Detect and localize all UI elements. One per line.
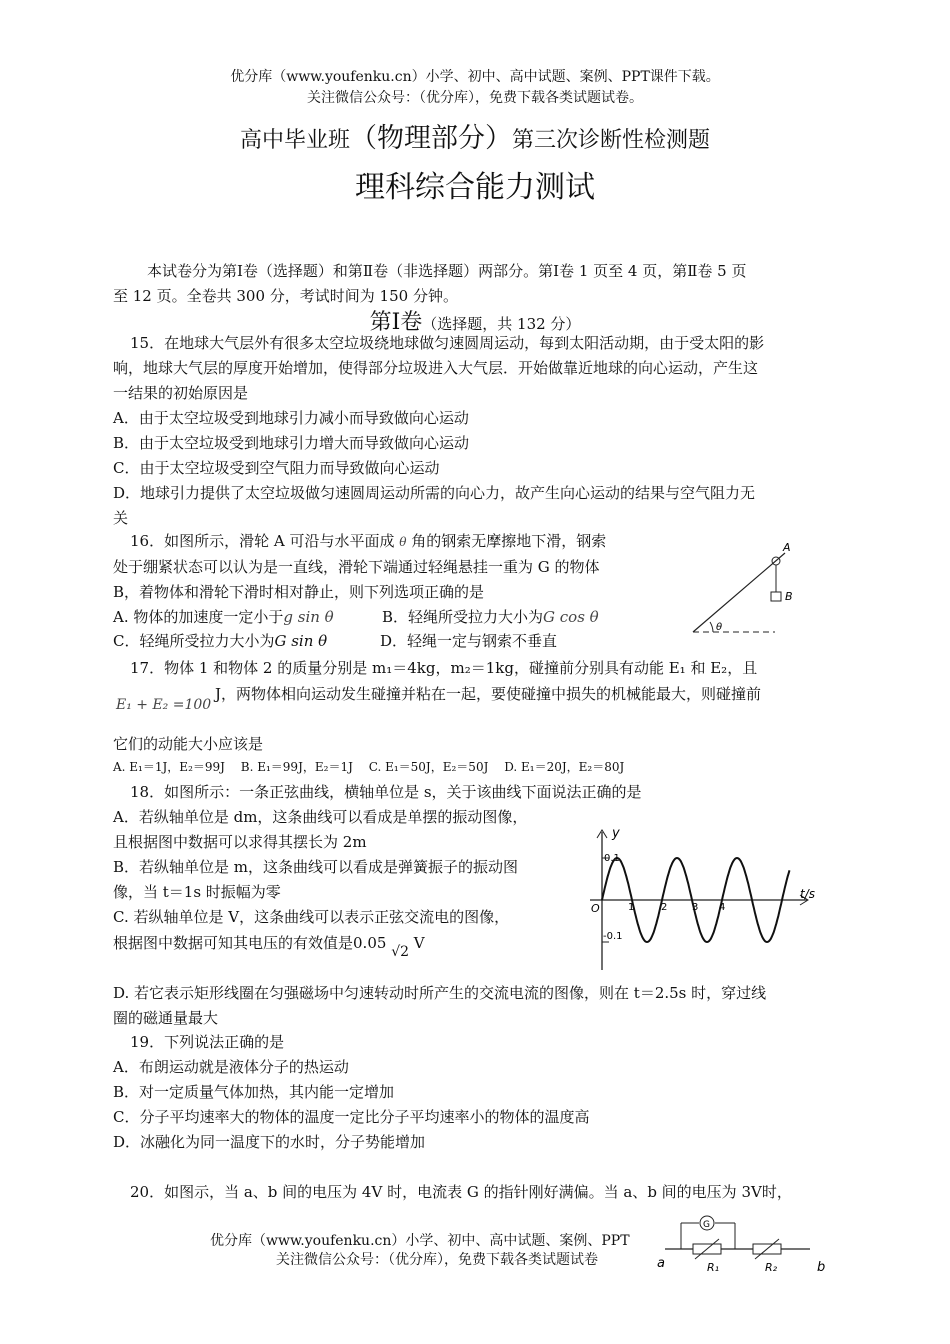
q19-option-c: C．分子平均速率大的物体的温度一定比分子平均速率小的物体的温度高 — [113, 1108, 590, 1126]
q16-option-c-math: G sin θ — [274, 632, 328, 650]
q16-line-1a: 16．如图所示，滑轮 A 可沿与水平面成 — [130, 532, 395, 550]
q15-option-b: B．由于太空垃圾受到地球引力增大而导致做向心运动 — [113, 434, 470, 452]
footer-line-2: 关注微信公众号：（优分库），免费下载各类试题试卷 — [276, 1252, 598, 1268]
terminal-a-label: a — [657, 1256, 665, 1271]
q16-option-c-text: C．轻绳所受拉力大小为 — [113, 632, 275, 650]
q17-line-2: J，两物体相向运动发生碰撞并粘在一起，要使碰撞中损失的机械能最大，则碰撞前 — [215, 685, 762, 703]
q15-option-d-line-1: D．地球引力提供了太空垃圾做匀速圆周运动所需的向心力，故产生向心运动的结果与空气阻力无 — [113, 484, 756, 502]
q17-line-3: 它们的动能大小应该是 — [113, 735, 264, 753]
q19-option-a: A．布朗运动就是液体分子的热运动 — [113, 1058, 349, 1076]
q18-option-a-line-2: 且根据图中数据可以求得其摆长为 2m — [113, 833, 367, 851]
x-tick-label-3: 3 — [692, 902, 699, 913]
q18-unit: V — [413, 934, 425, 952]
x-axis-label: t/s — [800, 887, 815, 901]
q16-option-a-text: A. 物体的加速度一定小于 — [113, 608, 284, 626]
q16-line-1 — [130, 530, 606, 551]
label-a: A — [783, 541, 791, 554]
label-b: B — [785, 590, 793, 603]
q18-option-a-line-1: A．若纵轴单位是 dm，这条曲线可以看成是单摆的振动图像， — [113, 808, 528, 826]
intro-line-1: 本试卷分为第Ⅰ卷（选择题）和第Ⅱ卷（非选择题）两部分。第Ⅰ卷 1 页至 4 页，第Ⅱ卷 5 页 — [147, 262, 747, 280]
q20-line-1: 20．如图示，当 a、b 间的电压为 4V 时，电流表 G 的指针刚好满偏。当 a、b 间的电压为 3V时， — [130, 1183, 792, 1201]
q19-option-b: B．对一定质量气体加热，其内能一定增加 — [113, 1083, 395, 1101]
q18-option-b-line-1: B．若纵轴单位是 m，这条曲线可以看成是弹簧振子的振动图 — [113, 858, 519, 876]
x-tick-label-4: 4 — [719, 902, 726, 913]
y-max-label: 0.1 — [604, 853, 620, 864]
label-theta: θ — [716, 622, 723, 633]
q15-line-2: 响，地球大气层的厚度开始增加，使得部分垃圾进入大气层．开始做靠近地球的向心运动，产生这 — [113, 359, 759, 377]
origin-label: O — [591, 902, 600, 915]
q16-theta: θ — [399, 535, 407, 549]
section-name: 第Ⅰ卷 — [369, 310, 423, 335]
q18-option-b-line-2: 像，当 t＝1s 时振幅为零 — [113, 883, 281, 901]
y-axis-label: y — [612, 826, 620, 841]
q15-line-1: 15．在地球大气层外有很多太空垃圾绕地球做匀速圆周运动，每到太阳活动期，由于受太阳的影 — [130, 334, 765, 352]
title-prefix: 高中毕业班 — [239, 128, 350, 153]
galvanometer-label: G — [703, 1220, 710, 1230]
footer-line-1: 优分库（www.youfenku.cn）小学、初中、高中试题、案例、PPT — [210, 1233, 630, 1249]
q15-option-c: C．由于太空垃圾受到空气阻力而导致做向心运动 — [113, 459, 440, 477]
x-tick-label-2: 2 — [661, 902, 668, 913]
q19-option-d: D．冰融化为同一温度下的水时，分子势能增加 — [113, 1133, 426, 1151]
r1-label: R₁ — [707, 1261, 720, 1274]
q16-option-c — [113, 630, 327, 651]
q18-line-1: 18．如图所示：一条正弦曲线，横轴单位是 s，关于该曲线下面说法正确的是 — [130, 783, 642, 801]
q16-option-a — [113, 606, 334, 627]
q16-option-a-math: g sin θ — [283, 608, 334, 626]
q16-line-2: 处于绷紧状态可以认为是一直线，滑轮下端通过轻绳悬挂一重为 G 的物体 — [113, 558, 600, 576]
q19-line-1: 19．下列说法正确的是 — [130, 1033, 285, 1051]
q16-line-1b: 角的钢索无摩擦地下滑，钢索 — [411, 532, 607, 550]
r2-label: R₂ — [765, 1261, 778, 1274]
exam-subtitle: 理科综合能力测试 — [355, 170, 595, 205]
header-line-2: 关注微信公众号：（优分库），免费下载各类试题试卷。 — [307, 90, 643, 106]
q16-incline-figure — [685, 537, 793, 637]
q18-sqrt: √2 — [391, 944, 410, 960]
q15-option-a: A．由于太空垃圾受到地球引力减小而导致做向心运动 — [113, 409, 469, 427]
q18-sine-graph — [582, 822, 832, 972]
q18-option-d-line-2: 圈的磁通量最大 — [113, 1009, 219, 1027]
q18-option-c-line-1: C. 若纵轴单位是 V，这条曲线可以表示正弦交流电的图像， — [113, 908, 510, 926]
q16-line-3: B，着物体和滑轮下滑时相对静止，则下列选项正确的是 — [113, 583, 485, 601]
block-b — [771, 592, 781, 601]
q17-energy-equation: E₁ + E₂ =100 — [116, 697, 212, 713]
title-main: （物理部分） — [350, 123, 512, 154]
q15-option-d-line-2: 关 — [113, 509, 129, 527]
title-suffix: 第三次诊断性检测题 — [512, 128, 711, 153]
header-line-1: 优分库（www.youfenku.cn）小学、初中、高中试题、案例、PPT课件下载。 — [230, 69, 720, 85]
q15-line-3: 一结果的初始原因是 — [113, 384, 249, 402]
q17-options: A. E₁＝1J，E₂＝99J B. E₁＝99J，E₂＝1J C. E₁＝50J，E₂＝50J D. E₁＝20J，E₂＝80J — [113, 760, 625, 774]
q18-option-c-line-2 — [113, 932, 425, 960]
q18-option-c-line-2-text: 根据图中数据可知其电压的有效值是0.05 — [113, 934, 387, 952]
x-tick-label-1: 1 — [628, 902, 635, 913]
exam-title — [0, 116, 950, 155]
intro-line-2: 至 12 页。全卷共 300 分，考试时间为 150 分钟。 — [113, 287, 458, 305]
y-min-label: -0.1 — [603, 931, 623, 942]
q18-option-d-line-1: D. 若它表示矩形线圈在匀强磁场中匀速转动时所产生的交流电流的图像，则在 t＝2.5s 时，穿过线 — [113, 984, 767, 1002]
q16-option-b — [382, 606, 599, 627]
q16-option-b-math: G cos θ — [543, 608, 599, 626]
q16-option-b-text: B．轻绳所受拉力大小为 — [382, 608, 544, 626]
q16-option-d: D．轻绳一定与钢索不垂直 — [380, 632, 558, 650]
terminal-b-label: b — [817, 1260, 826, 1275]
angle-arc — [710, 622, 713, 632]
q17-line-1: 17．物体 1 和物体 2 的质量分别是 m₁＝4kg，m₂＝1kg，碰撞前分别具有动能 E₁ 和 E₂，且 — [130, 659, 758, 677]
q20-circuit-figure — [655, 1207, 835, 1275]
section-note: （选择题，共 132 分） — [422, 315, 581, 333]
